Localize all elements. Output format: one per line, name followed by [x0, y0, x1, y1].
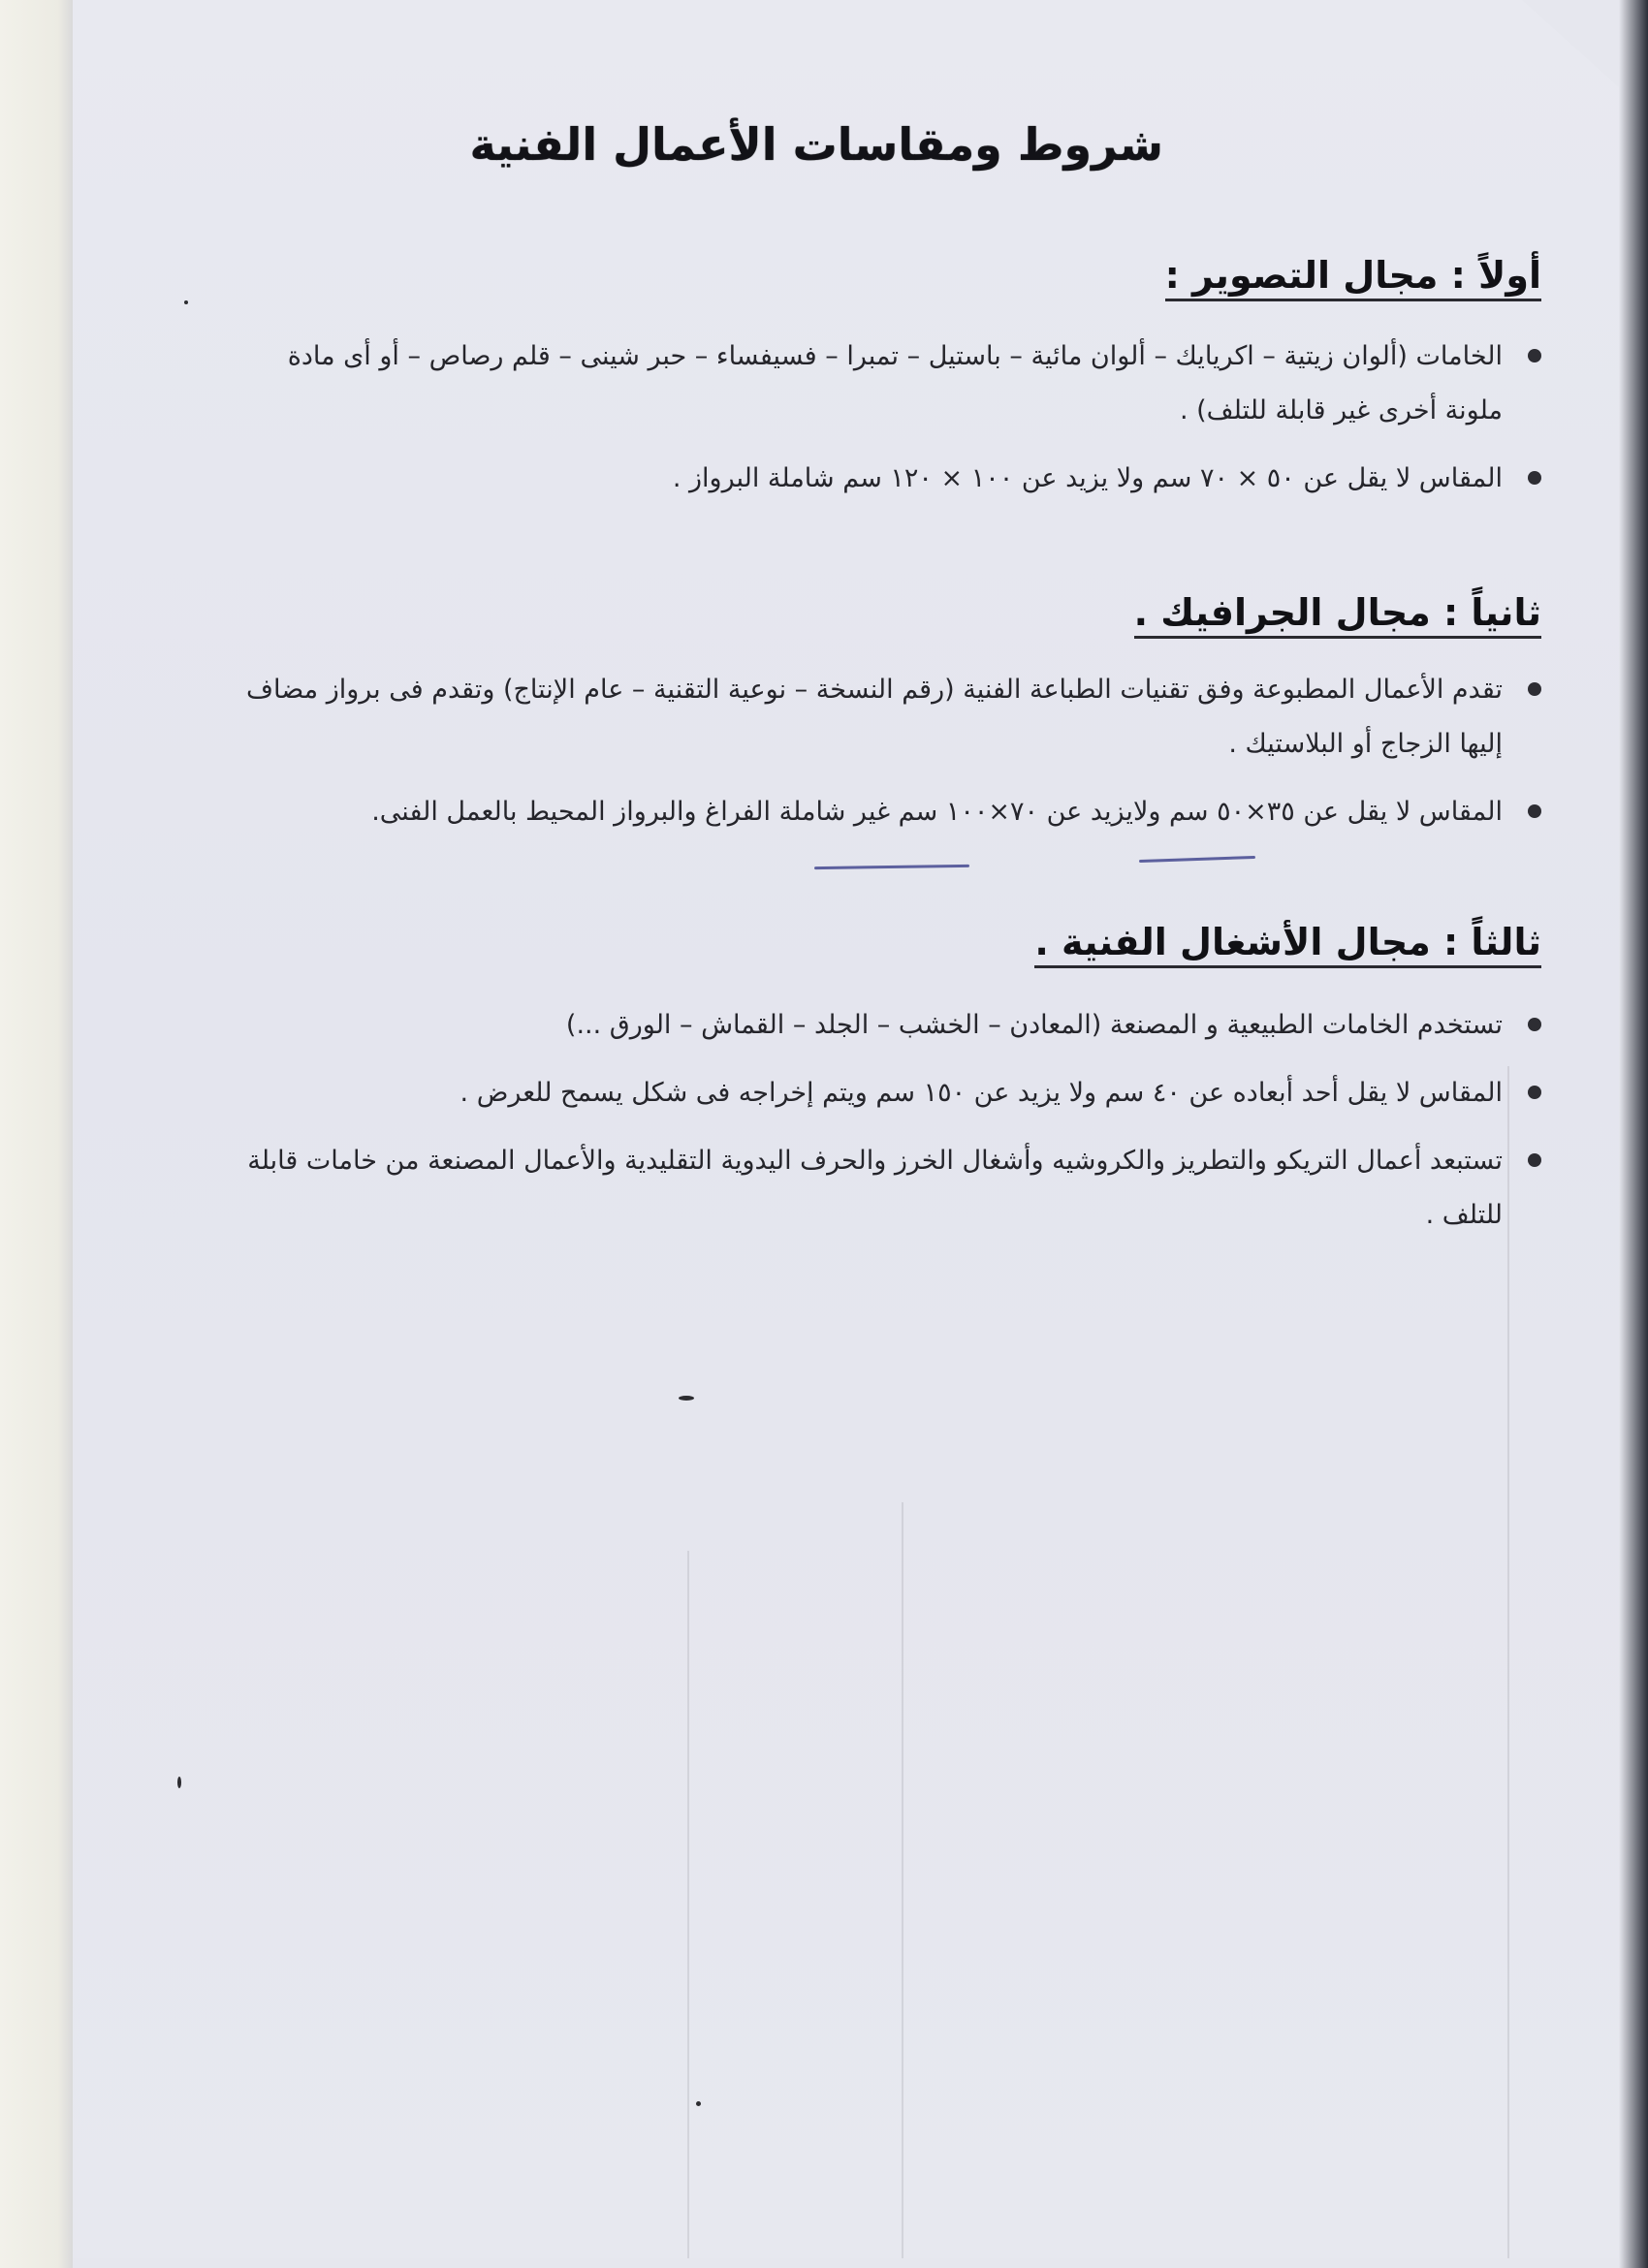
list-item [233, 330, 1541, 438]
scan-speck [177, 1777, 181, 1788]
list-item-text: المقاس لا يقل عن ٥٠ × ٧٠ سم ولا يزيد عن ١٠٠ × ١٢٠ سم شاملة البرواز . [672, 463, 1503, 493]
list-item [233, 1066, 1541, 1120]
scan-right-edge [1619, 0, 1648, 2268]
list-item-text: الخامات (ألوان زيتية – اكريايك – ألوان مائية – باستيل – تمبرا – فسيفساء – حبر شينى – قلم رصاص – أو أى مادة ملونة أخرى غير قابلة للتلف) . [287, 341, 1503, 425]
list-item-text: المقاس لا يقل عن ٣٥×٥٠ سم ولايزيد عن ٧٠×١٠٠ سم غير شاملة الفراغ والبرواز المحيط بالعمل الفنى. [371, 797, 1503, 827]
list-item-text: تقدم الأعمال المطبوعة وفق تقنيات الطباعة الفنية (رقم النسخة – نوعية التقنية – عام الإنتاج) وتقدم فى برواز مضاف إليها الزجاج أو البلاستيك . [246, 675, 1503, 759]
section-list-painting [233, 330, 1541, 520]
scan-left-margin [0, 0, 73, 2268]
document-content [223, 0, 1600, 1357]
scan-speck [679, 1396, 694, 1401]
list-item [233, 785, 1541, 839]
fold-line [687, 1551, 689, 2258]
scan-speck [696, 2101, 701, 2106]
bullet-icon [1528, 1086, 1541, 1099]
list-item-text: المقاس لا يقل أحد أبعاده عن ٤٠ سم ولا يزيد عن ١٥٠ سم ويتم إخراجه فى شكل يسمح للعرض . [460, 1078, 1503, 1108]
bullet-icon [1528, 1018, 1541, 1031]
bullet-icon [1528, 1153, 1541, 1167]
bullet-icon [1528, 349, 1541, 362]
section-heading-painting: أولاً : مجال التصوير : [1165, 254, 1541, 301]
list-item [233, 452, 1541, 506]
fold-line [902, 1502, 903, 2258]
section-heading-graphics: ثانياً : مجال الجرافيك . [1134, 591, 1541, 639]
section-heading-crafts: ثالثاً : مجال الأشغال الفنية . [1034, 921, 1541, 968]
bullet-icon [1528, 682, 1541, 696]
list-item [233, 998, 1541, 1053]
bullet-icon [1528, 804, 1541, 818]
list-item [233, 1134, 1541, 1243]
scan-speck [184, 300, 188, 304]
section-list-graphics [233, 663, 1541, 853]
section-list-crafts [233, 998, 1541, 1256]
list-item-text: تستبعد أعمال التريكو والتطريز والكروشيه وأشغال الخرز والحرف اليدوية التقليدية والأعمال المصنعة من خامات قابلة للتلف . [247, 1146, 1503, 1230]
list-item [233, 663, 1541, 772]
bullet-icon [1528, 471, 1541, 485]
list-item-text: تستخدم الخامات الطبيعية و المصنعة (المعادن – الخشب – الجلد – القماش – الورق ...) [565, 1010, 1503, 1040]
document-title: شروط ومقاسات الأعمال الفنية [469, 118, 1163, 171]
